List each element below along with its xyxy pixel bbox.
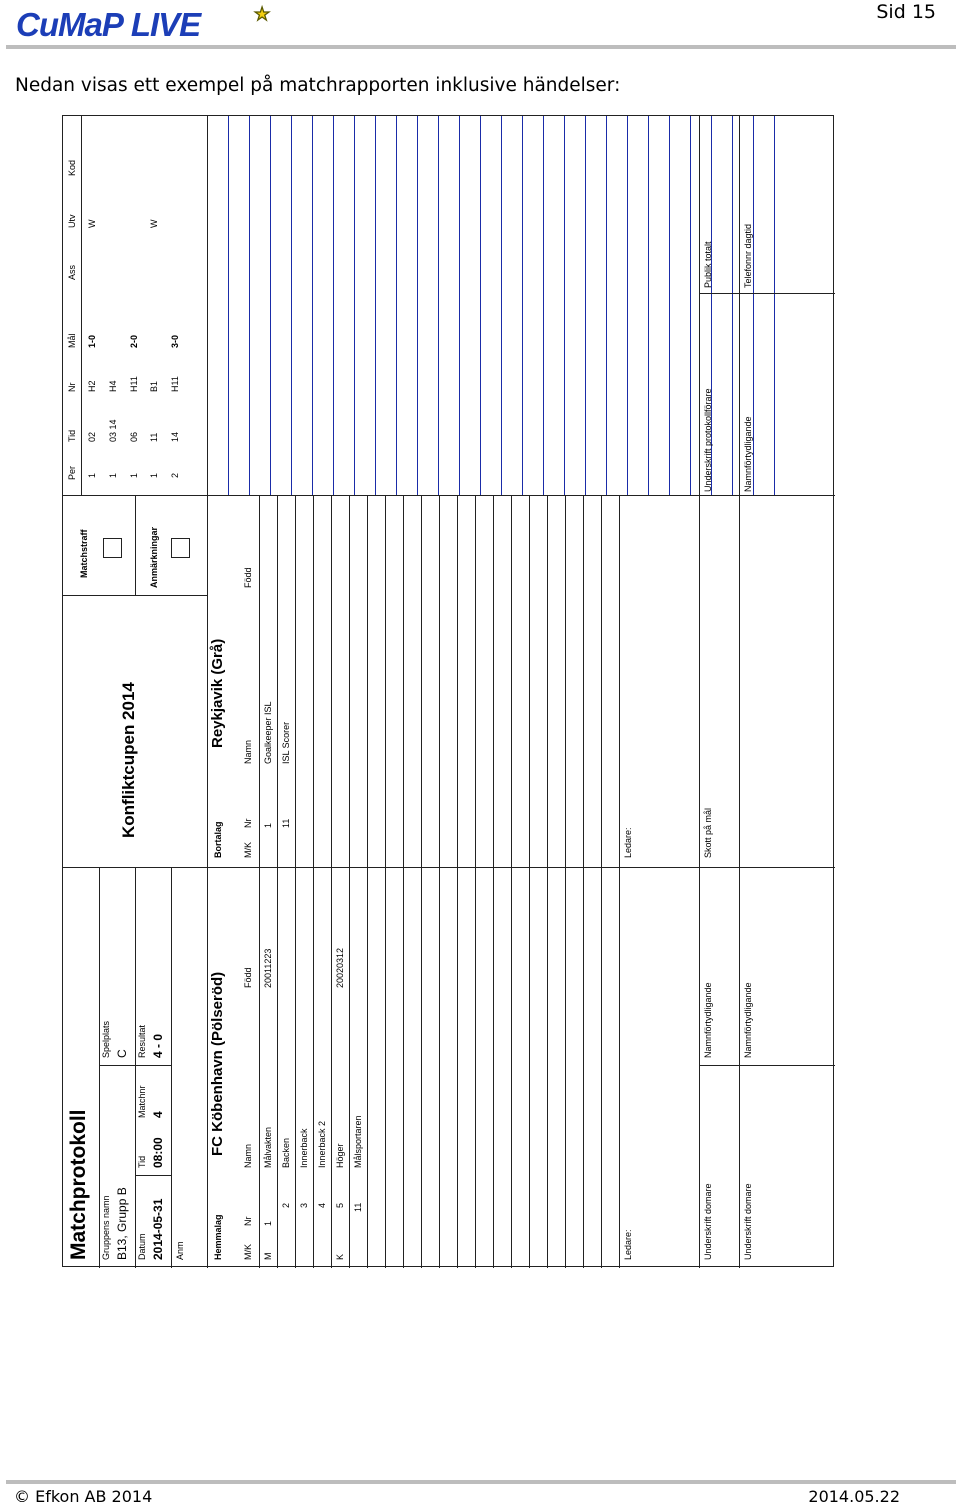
away-player-2-namn: ISL Scorer [281, 721, 291, 764]
match-report-image [62, 115, 834, 1267]
matchno-value: 4 [151, 1111, 165, 1118]
home-player-1-fodd: 20011223 [263, 948, 273, 988]
home-player-1-nr: 1 [263, 1220, 273, 1226]
header-divider [6, 45, 956, 49]
events-col-nr: Nr [67, 382, 77, 392]
match-report-sheet [63, 116, 835, 1268]
away-col-mk: M/K [243, 841, 253, 858]
date-label: Datum [137, 1233, 147, 1260]
home-player-3-namn: Innerback [299, 1128, 309, 1168]
events-col-kod: Kod [67, 159, 77, 176]
events-col-utv: Utv [67, 214, 77, 228]
home-col-nr: Nr [243, 1216, 253, 1226]
star-icon: ★ [254, 4, 270, 24]
namnfortydligande-3: Namnförtydligande [743, 416, 753, 492]
away-col-nr: Nr [243, 818, 253, 828]
anmarkningar-checkbox [171, 538, 190, 558]
event-3-per: 1 [129, 472, 139, 478]
footer-copyright: © Efkon AB 2014 [14, 1487, 153, 1506]
home-player-1-namn: Målvakten [263, 1126, 273, 1168]
anmarkningar-label: Anmärkningar [149, 526, 159, 588]
away-col-fodd: Född [243, 567, 253, 588]
away-team-name: Reykjavik (Grå) [209, 638, 226, 748]
away-player-1-namn: Goalkeeper ISL [263, 701, 273, 764]
sig-protokoll-label: Underskrift protokollförare [703, 388, 713, 492]
intro-text: Nedan visas ett exempel på matchrapporten inklusive händelser: [15, 75, 621, 96]
venue-label: Spelplats [101, 1020, 111, 1058]
logo-live-text: LIVE [130, 6, 201, 43]
home-player-2-namn: Backen [281, 1137, 291, 1168]
events-col-per: Per [67, 465, 77, 480]
home-player-3-nr: 3 [299, 1202, 309, 1208]
event-1-utv: W [87, 219, 97, 228]
home-label: Hemmalag [213, 1214, 223, 1260]
events-col-mal: Mål [67, 333, 77, 348]
event-5-tid: 14 [170, 431, 180, 442]
home-team-name: FC Köbenhavn (Pölseröd) [209, 971, 226, 1156]
home-player-4-nr: 4 [317, 1202, 327, 1208]
home-player-2-nr: 2 [281, 1202, 291, 1208]
events-col-ass: Ass [67, 264, 77, 280]
result-value: 4 - 0 [151, 1033, 165, 1058]
event-5-mal: 3-0 [170, 334, 180, 348]
home-player-6-nr: 11 [353, 1202, 363, 1212]
home-ledare-label: Ledare: [623, 1229, 633, 1260]
footer-date: 2014.05.22 [808, 1487, 900, 1506]
home-player-5-namn: Höger [335, 1143, 345, 1168]
result-label: Resultat [137, 1024, 147, 1058]
event-1-nr: H2 [87, 380, 97, 392]
cumap-live-logo [16, 4, 270, 44]
event-5-nr: H11 [170, 376, 180, 392]
event-4-utv: W [149, 219, 159, 228]
doc-title: Matchprotokoll [67, 1109, 90, 1260]
page-number: Sid 15 [876, 1, 936, 23]
date-value: 2014-05-31 [151, 1198, 165, 1260]
event-4-tid: 11 [149, 432, 159, 442]
event-4-per: 1 [149, 472, 159, 478]
namnfortydligande-1: Namnförtydligande [703, 982, 713, 1058]
group-label: Gruppens namn [101, 1195, 111, 1260]
event-4-nr: B1 [149, 380, 159, 392]
venue-value: C [115, 1049, 129, 1058]
event-2-tid: 03 14 [108, 419, 118, 442]
events-col-tid: Tid [67, 429, 77, 442]
event-1-per: 1 [87, 472, 97, 478]
event-3-nr: H11 [129, 376, 139, 392]
home-player-1-mk: M [263, 1252, 273, 1260]
matchno-label: Matchnr [137, 1085, 147, 1118]
matchstraff-checkbox [103, 538, 122, 558]
group-value: B13, Grupp B [115, 1187, 129, 1260]
home-col-mk: M/K [243, 1243, 253, 1260]
event-3-mal: 2-0 [129, 334, 139, 348]
away-ledare-label: Ledare: [623, 827, 633, 858]
home-player-5-mk: K [335, 1253, 345, 1260]
publik-totalt-label: Publik totalt [703, 241, 713, 288]
event-3-tid: 06 [129, 431, 139, 442]
time-value: 08:00 [151, 1137, 165, 1168]
away-player-1-nr: 1 [263, 822, 273, 828]
anm-label: Anm [175, 1241, 185, 1260]
away-player-2-nr: 11 [281, 818, 291, 828]
home-player-4-namn: Innerback 2 [317, 1120, 327, 1168]
matchstraff-label: Matchstraff [79, 529, 89, 578]
tournament-name: Konfliktcupen 2014 [119, 682, 138, 838]
sig-domare-1: Underskrift domare [703, 1183, 713, 1260]
event-1-mal: 1-0 [87, 334, 97, 348]
sig-domare-2: Underskrift domare [743, 1183, 753, 1260]
footer-divider [6, 1480, 956, 1484]
home-player-5-fodd: 20020312 [335, 947, 345, 988]
event-1-tid: 02 [87, 431, 97, 442]
logo-cumap-text: CuMaP [16, 6, 123, 43]
home-player-6-namn: Målsportaren [353, 1115, 363, 1168]
event-2-per: 1 [108, 472, 118, 478]
namnfortydligande-2: Namnförtydligande [743, 982, 753, 1058]
home-player-5-nr: 5 [335, 1202, 345, 1208]
telefonnr-label: Telefonnr dagtid [743, 223, 753, 288]
home-col-namn: Namn [243, 1143, 253, 1168]
time-label: Tid [137, 1155, 147, 1168]
away-col-namn: Namn [243, 739, 253, 764]
event-5-per: 2 [170, 472, 180, 478]
event-2-nr: H4 [108, 380, 118, 392]
away-label: Bortalag [213, 821, 223, 858]
skott-pa-mal-label: Skott på mål [703, 807, 713, 858]
home-col-fodd: Född [243, 967, 253, 988]
